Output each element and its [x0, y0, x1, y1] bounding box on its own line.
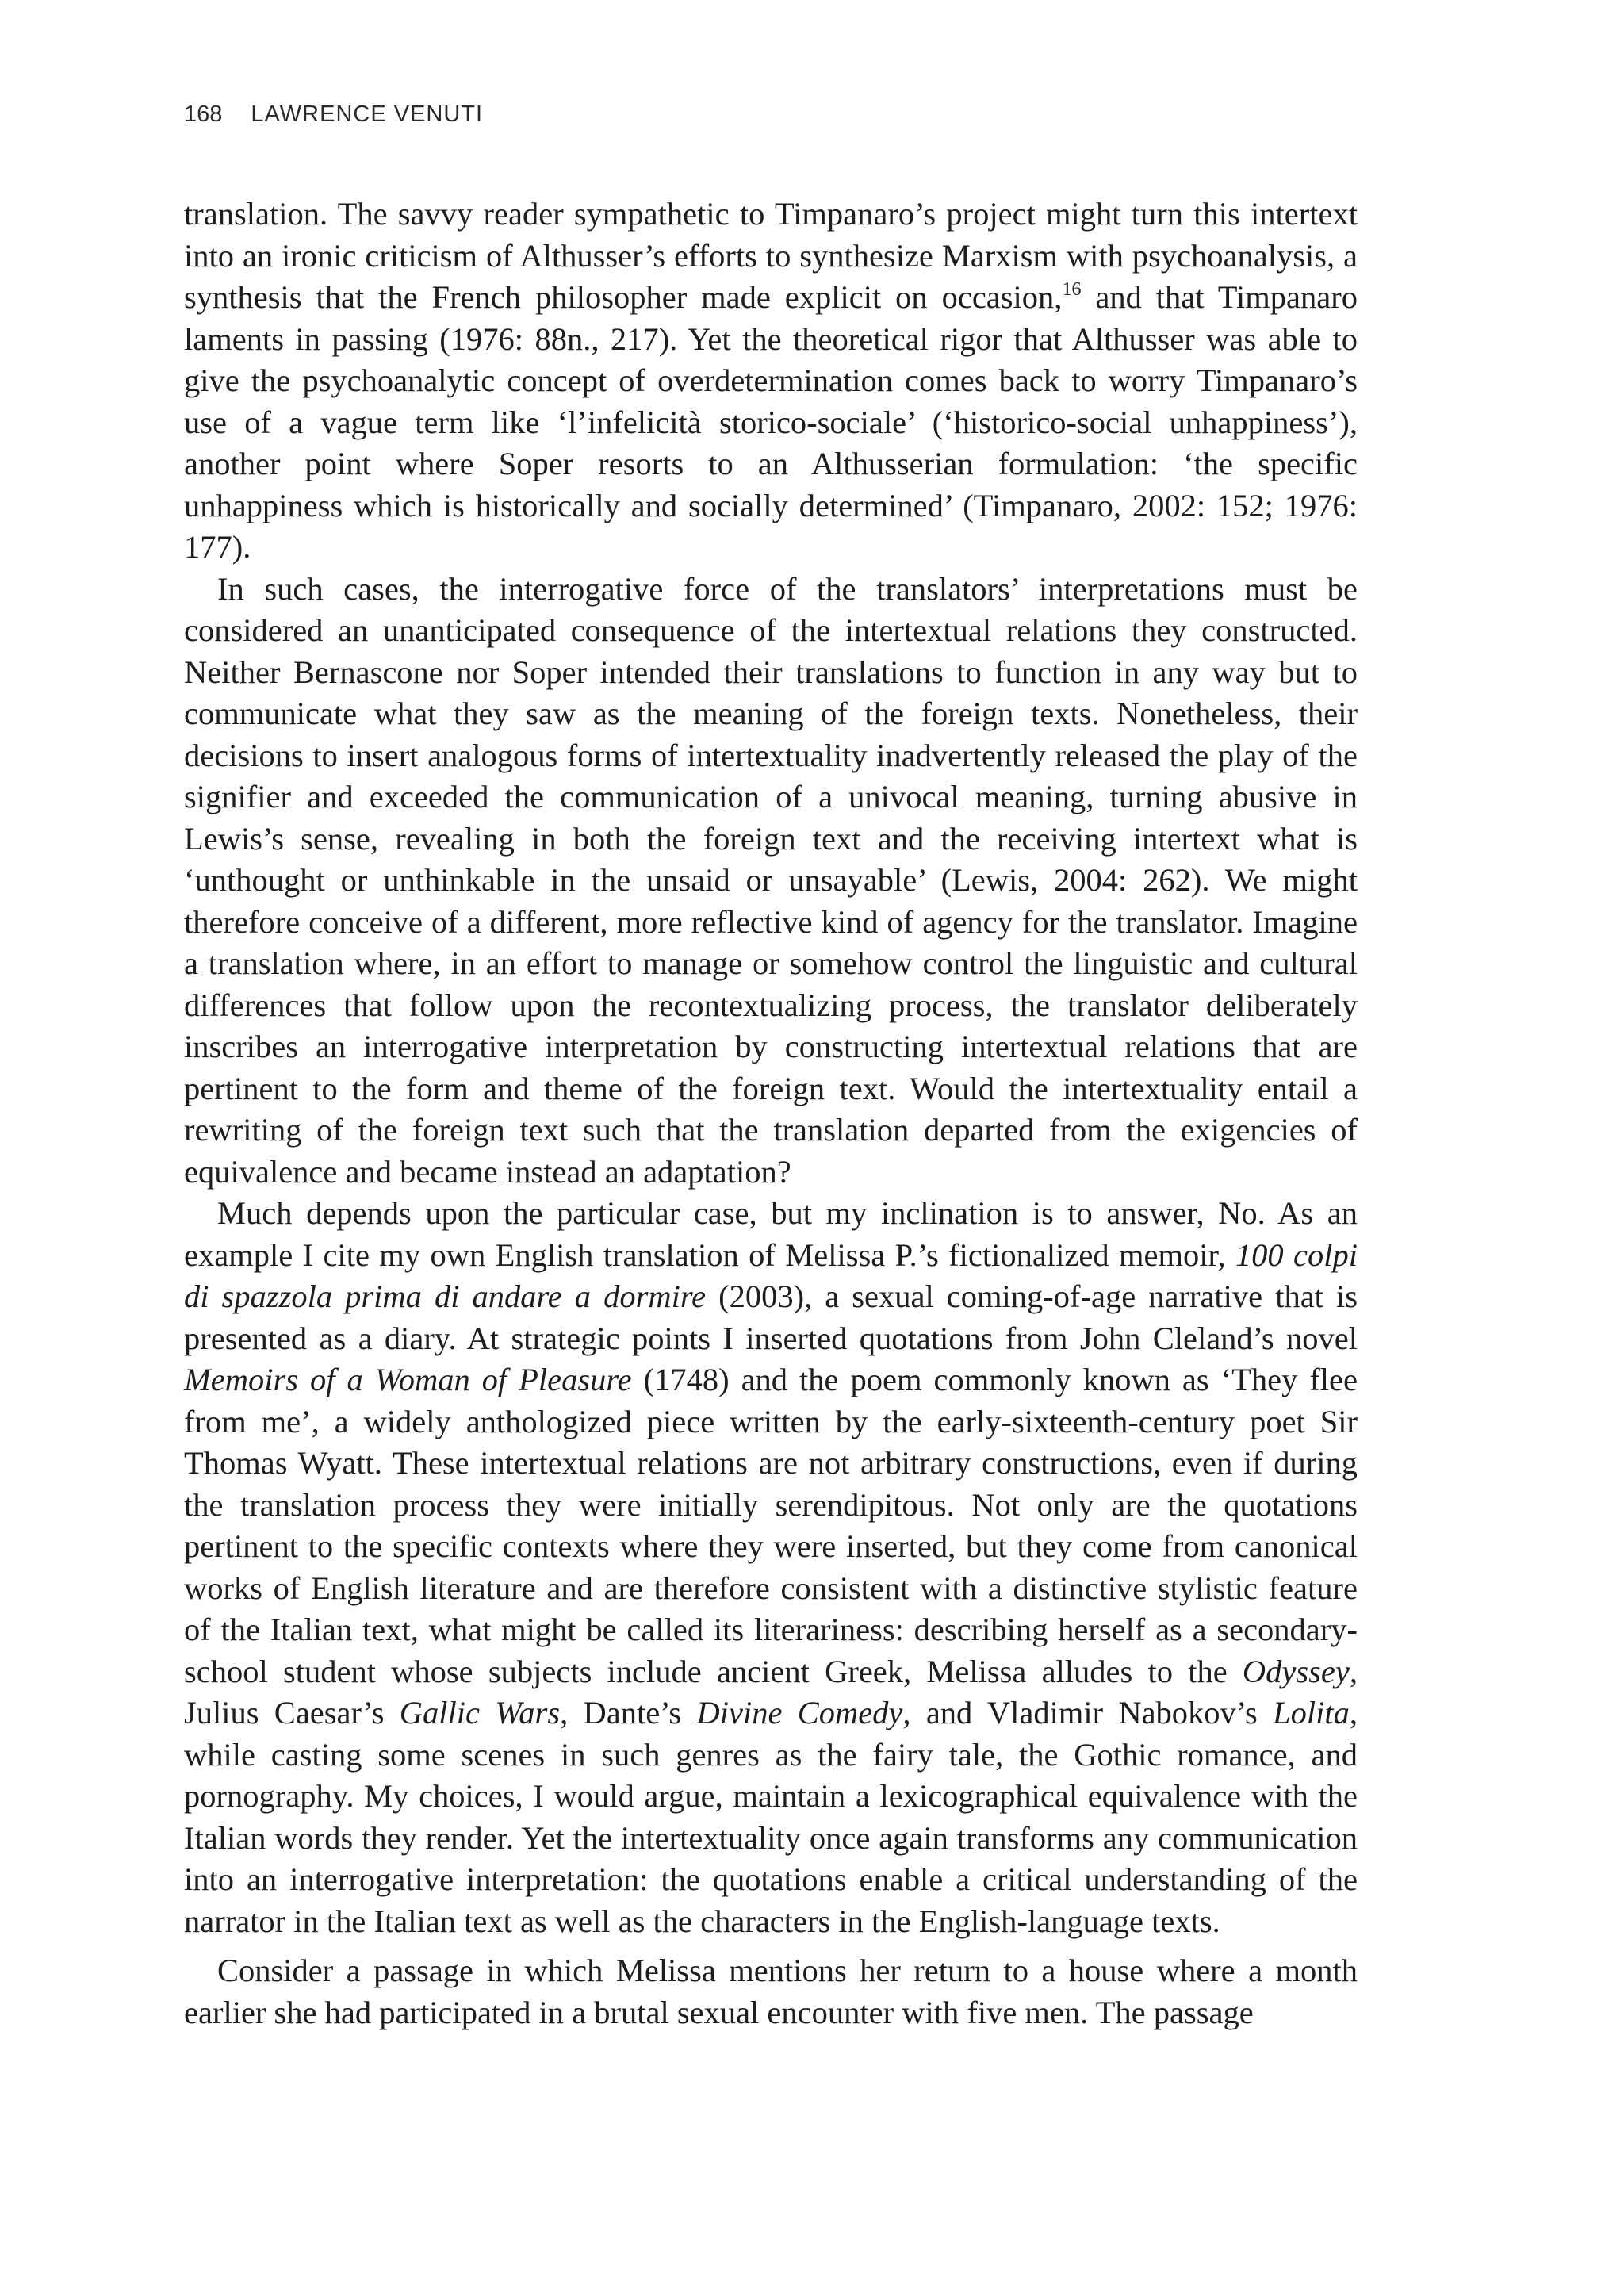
p4-text-1: Consider a passage in which Melissa mentions her return to a house where a month earlier she had participated in a brutal sexual encounter with five men. The passage	[184, 1953, 1358, 2030]
p3-text-5: , Dante’s	[560, 1695, 697, 1730]
running-author: LAWRENCE VENUTI	[251, 102, 484, 127]
p3-text-1: Much depends upon the particular case, but my inclination is to answer, No. As an example I cite my own English translation of Melissa P.’s fictionalized memoir,	[184, 1195, 1358, 1273]
paragraph-2	[184, 569, 1358, 1194]
book-title-lolita: Lolita	[1273, 1695, 1350, 1730]
p2-text-1: In such cases, the interrogative force of the translators’ interpretations must be considered an unanticipated consequence of the intertextual relations they constructed. Neither Bernascone nor Soper intended their translations to function in any way but to communicate what they saw as the meaning of the foreign texts. Nonetheless, their decisions to insert analogous forms of intertextuality inadvertently released the play of the signifier and exceeded the communication of a univocal meaning, turning abusive in Lewis’s sense, revealing in both the foreign text and the receiving intertext what is ‘unthought or unthinkable in the unsaid or unsayable’ (Lewis, 2004: 262). We might therefore conceive of a different, more reflective kind of agency for the translator. Imagine a translation where, in an effort to manage or somehow control the linguistic and cultural differences that follow upon the recontextualizing process, the translator deliberately inscribes an interrogative interpretation by constructing intertextual relations that are pertinent to the form and theme of the foreign text. Would the intertextuality entail a rewriting of the foreign text such that the translation departed from the exigencies of equivalence and became instead an adaptation?	[184, 570, 1358, 1190]
book-title-gallic-wars: Gallic Wars	[399, 1695, 561, 1730]
book-title-100-colpi: 100 colpi di spazzola prima di andare a dormire	[184, 1236, 1358, 1314]
p3-text-4: , Julius Caesar’s	[184, 1653, 1358, 1730]
book-title-odyssey: Odyssey	[1242, 1653, 1350, 1689]
p3-text-3: (1748) and the poem commonly known as ‘They flee from me’, a widely anthologized piece written by the early-sixteenth-century poet Sir Thomas Wyatt. These intertextual relations are not arbitrary constructions, even if during the translation process they were initially serendipitous. Not only are the quotations pertinent to the specific contexts where they were inserted, but they come from canonical works of English literature and are therefore consistent with a distinctive stylistic feature of the Italian text, what might be called its literariness: describing herself as a secondary-school student whose subjects include ancient Greek, Melissa alludes to the	[184, 1362, 1358, 1689]
p1-text-1: translation. The savvy reader sympathetic to Timpanaro’s project might turn this intertext into an ironic criticism of Althusser’s efforts to synthesize Marxism with psychoanalysis, a synthesis that the French philosopher made explicit on occasion,	[184, 196, 1358, 315]
book-title-memoirs: Memoirs of a Woman of Pleasure	[184, 1362, 632, 1397]
p3-text-6: , and Vladimir Nabokov’s	[902, 1695, 1274, 1730]
p1-text-2: and that Timpanaro laments in passing (1976: 88n., 217). Yet the theoretical rigor that Althusser was able to give the psychoanalytic concept of overdetermination comes back to worry Timpanaro’s use of a vague term like ‘l’infelicità storico-sociale’ (‘historico-social unhappiness’), another point where Soper resorts to an Althusserian formulation: ‘the specific unhappiness which is historically and socially determined’ (Timpanaro, 2002: 152; 1976: 177).	[184, 279, 1358, 565]
p3-text-7: , while casting some scenes in such genres as the fairy tale, the Gothic romance, and pornography. My choices, I would argue, maintain a lexicographical equivalence with the Italian words they render. Yet the intertextuality once again transforms any communication into an interrogative interpretation: the quotations enable a critical understanding of the narrator in the Italian text as well as the characters in the English-language texts.	[184, 1695, 1358, 1939]
body-text	[184, 194, 1358, 2033]
running-header	[184, 102, 483, 128]
book-title-divine-comedy: Divine Comedy	[696, 1695, 903, 1730]
paragraph-4	[184, 1950, 1358, 2033]
paragraph-3	[184, 1193, 1358, 1942]
footnote-ref-16[interactable]: 16	[1062, 279, 1082, 300]
paragraph-1	[184, 194, 1358, 569]
page-number: 168	[184, 102, 223, 127]
p3-text-2: (2003), a sexual coming-of-age narrative that is presented as a diary. At strategic points I inserted quotations from John Cleland’s novel	[184, 1278, 1358, 1356]
